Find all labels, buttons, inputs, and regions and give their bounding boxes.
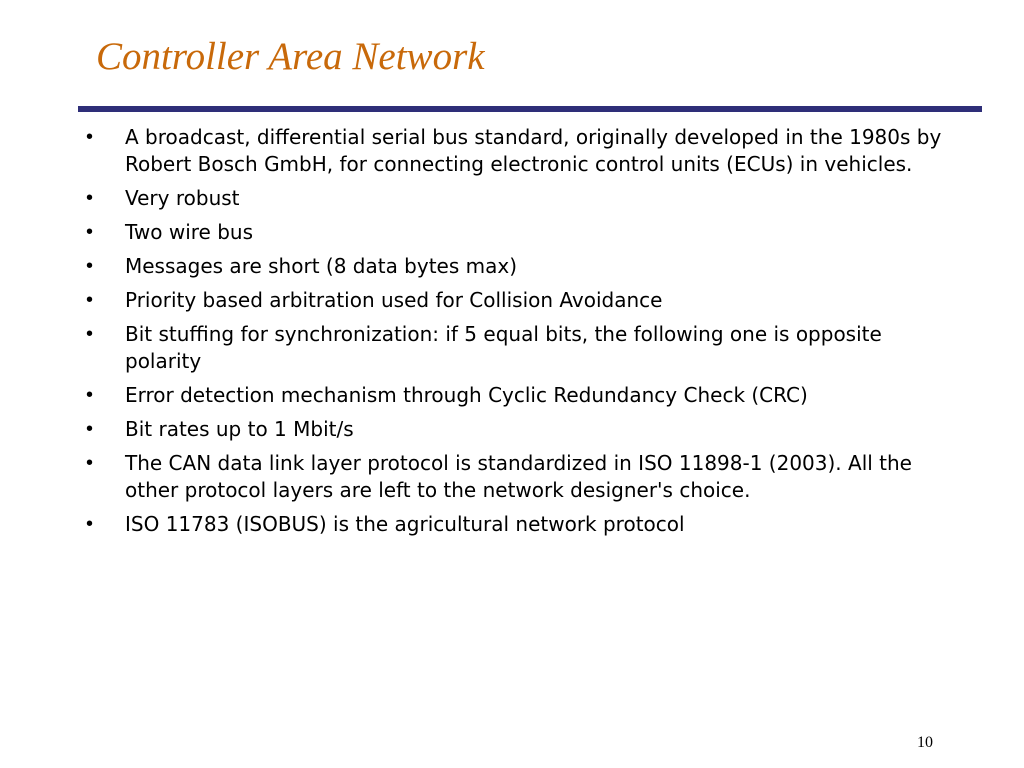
slide-title: Controller Area Network [96,35,485,78]
bullet-item [84,287,944,314]
bullet-item [84,253,944,280]
bullet-text: ISO 11783 (ISOBUS) is the agricultural network protocol [125,512,685,536]
bullet-item [84,219,944,246]
bullet-icon: • [86,452,94,474]
bullet-text: Bit rates up to 1 Mbit/s [125,417,354,441]
bullet-icon: • [86,513,94,535]
bullet-icon: • [86,418,94,440]
bullet-text: Two wire bus [125,220,254,244]
bullet-item [84,450,944,504]
bullet-item [84,416,944,443]
bullet-item [84,124,944,178]
bullet-icon: • [86,323,94,345]
title-divider [78,106,982,112]
bullet-text: Error detection mechanism through Cyclic Redundancy Check (CRC) [125,383,808,407]
bullet-item [84,382,944,409]
bullet-icon: • [86,126,94,148]
bullet-text: Very robust [125,186,240,210]
bullet-item [84,511,944,538]
bullet-icon: • [86,384,94,406]
bullet-icon: • [86,187,94,209]
bullet-icon: • [86,221,94,243]
bullet-text: A broadcast, differential serial bus standard, originally developed in the 1980s by Robert Bosch GmbH, for connecting electronic control units (ECUs) in vehicles. [125,125,942,176]
bullet-icon: • [86,255,94,277]
bullet-text: The CAN data link layer protocol is standardized in ISO 11898-1 (2003). All the other protocol layers are left to the network designer's choice. [125,451,912,502]
bullet-text: Messages are short (8 data bytes max) [125,254,518,278]
bullet-text: Priority based arbitration used for Collision Avoidance [125,288,663,312]
bullet-icon: • [86,289,94,311]
page-number: 10 [917,734,933,751]
bullet-item [84,321,944,375]
bullet-item [84,185,944,212]
bullet-text: Bit stuffing for synchronization: if 5 equal bits, the following one is opposite polarity [125,322,882,373]
bullet-list [84,124,944,545]
